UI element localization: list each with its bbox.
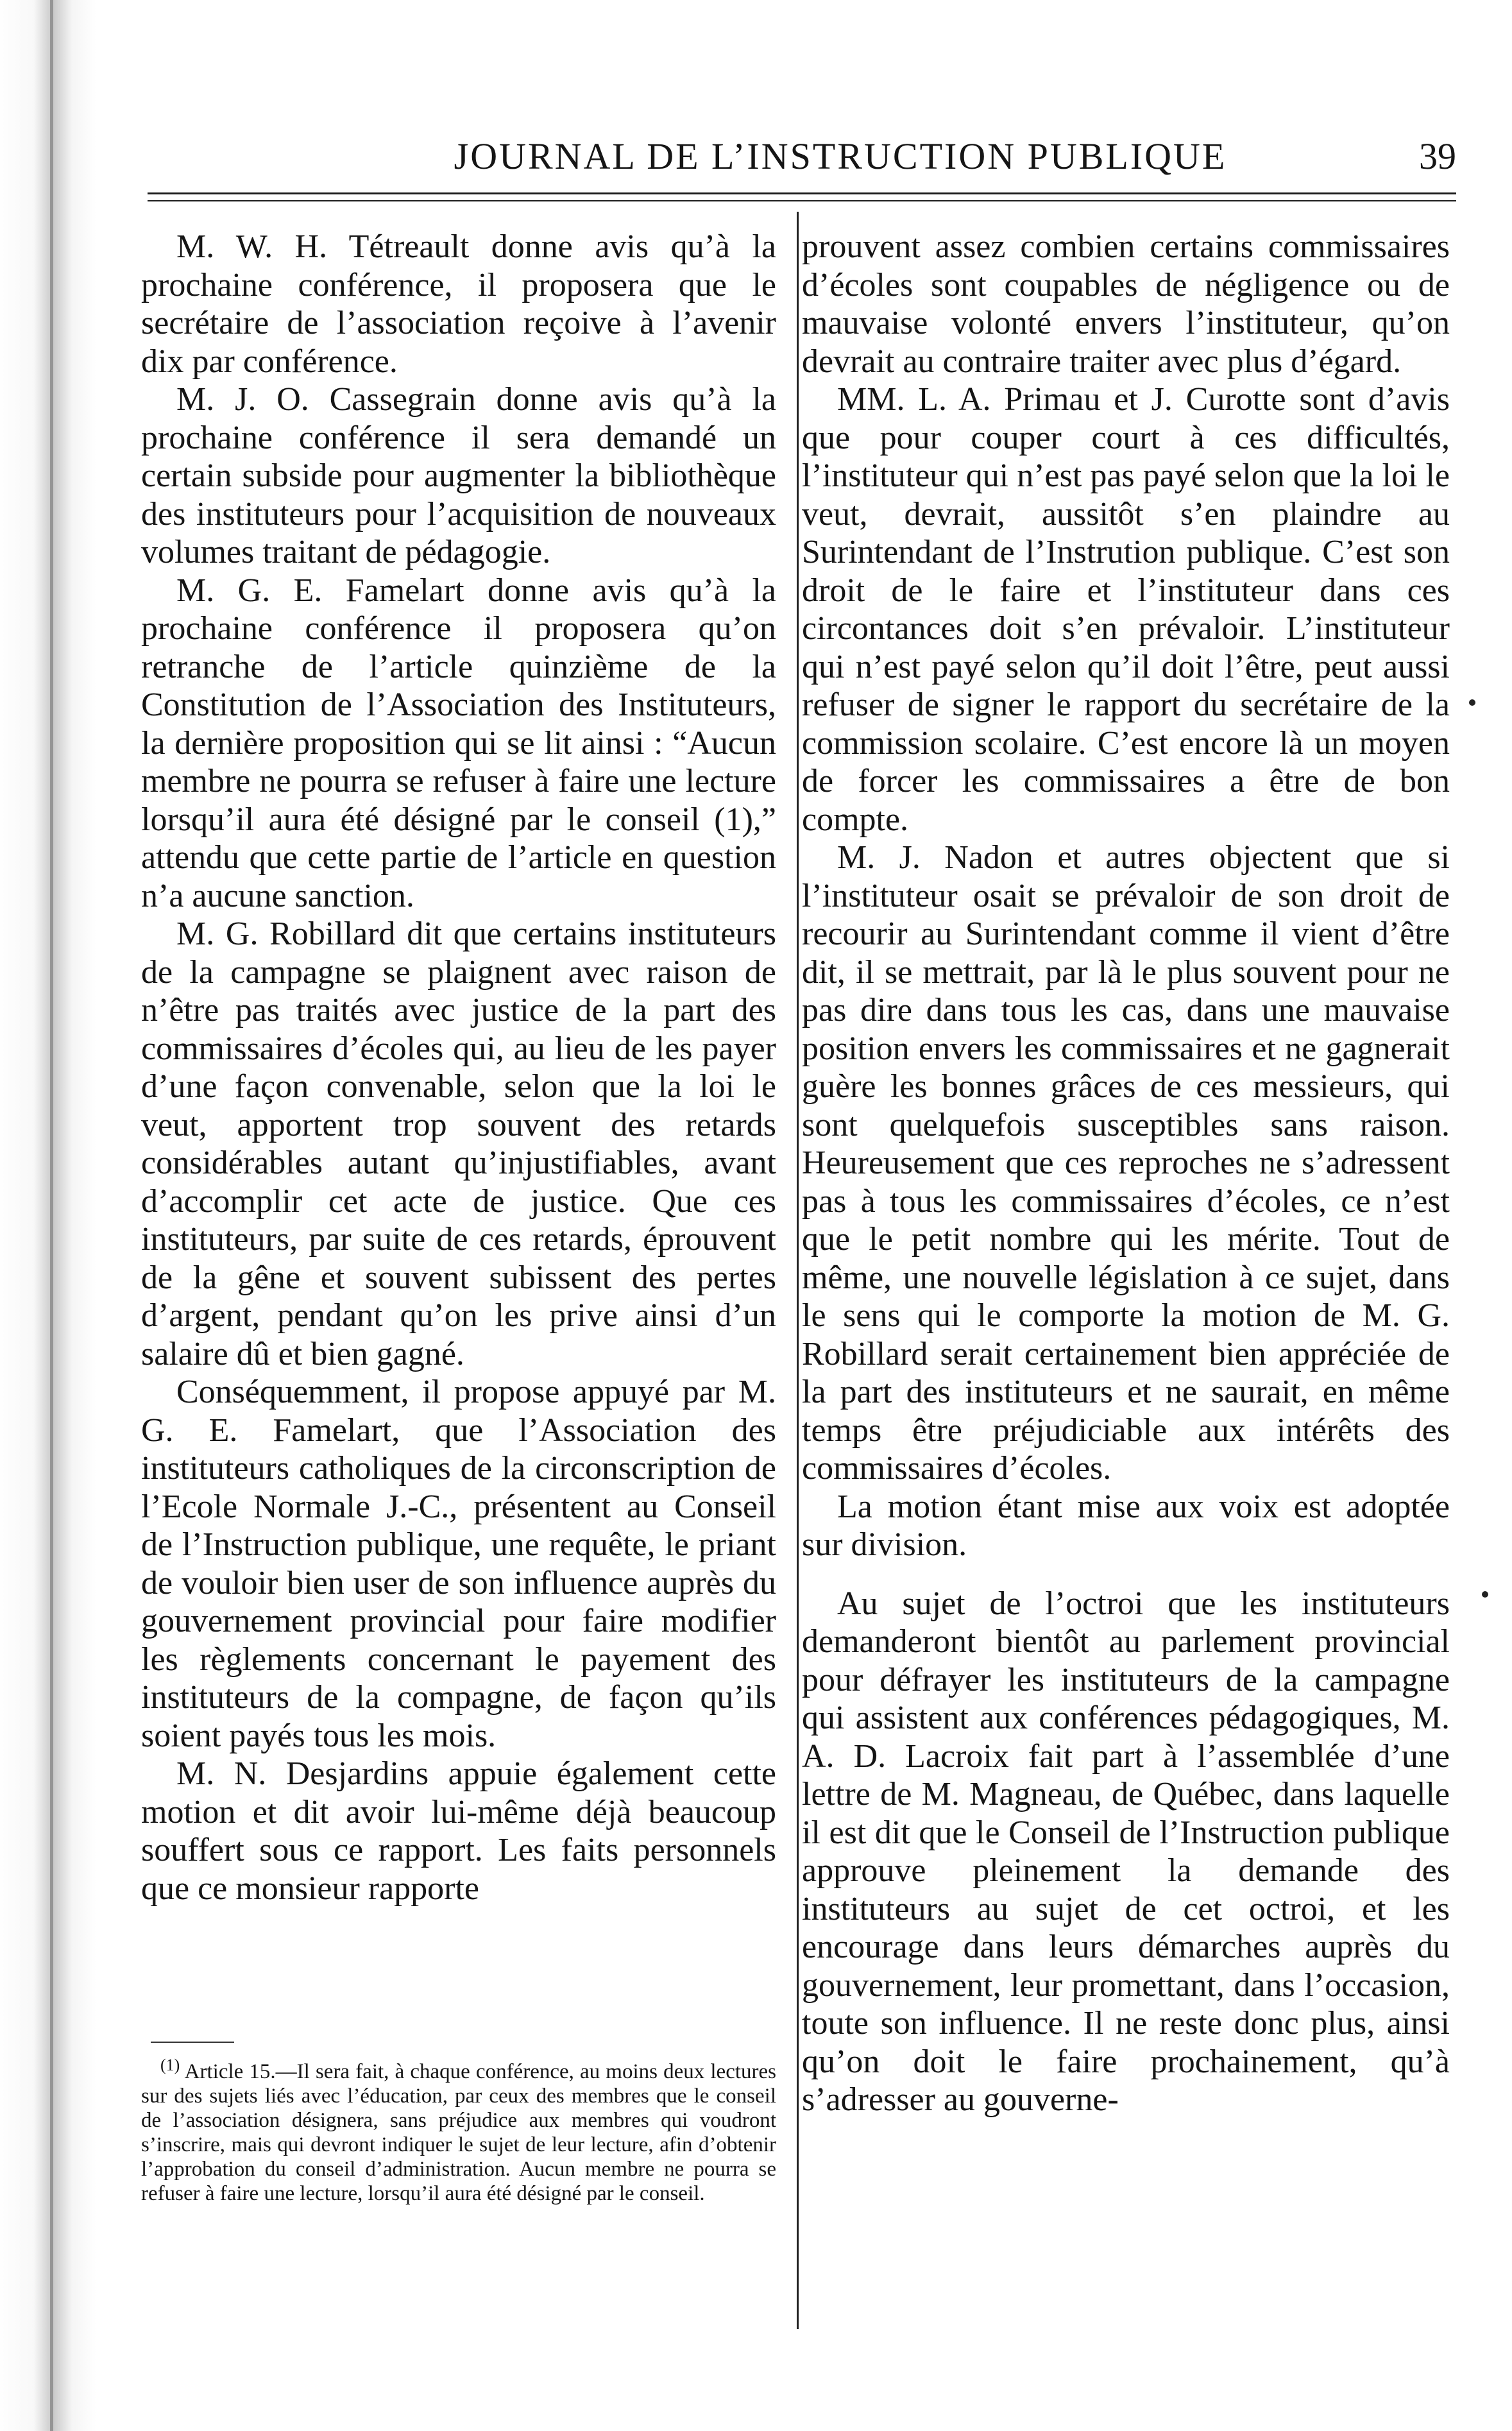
paragraph-tetreault: M. W. H. Tétreault donne avis qu’à la prochaine conférence, il proposera que le secrétaire de l’association reçoive à l’avenir dix par conférence.: [141, 228, 776, 380]
footnote-rule: [151, 2042, 234, 2043]
paragraph-robillard: M. G. Robillard dit que certains instituteurs de la campagne se plaignent avec raison de n’être pas traités avec justice de la part des commissaires d’écoles qui, au lieu de les payer d’une façon convenable, selon que la loi le veut, apportent trop souvent des retards considérables autant qu’injustifiables, avant d’accomplir cet acte de justice. Que ces instituteurs, par suite de ces retards, éprouvent de la gêne et souvent subissent des pertes d’argent, pendant qu’on les prive ainsi d’un salaire dû et bien gagné.: [141, 916, 776, 1372]
footnote-text: [141, 2053, 776, 2206]
column-divider: [797, 212, 799, 2329]
journal-title: JOURNAL DE L’INSTRUCTION PUBLIQUE: [454, 135, 1227, 177]
header-rule-top: [148, 192, 1456, 194]
print-speck: [1469, 699, 1475, 706]
paragraph-famelart: M. G. E. Famelart donne avis qu’à la prochaine conférence il proposera qu’on retranche de l’article quinzième de la Constitution de l’Association des Instituteurs, la dernière proposition qui se lit ainsi : “Aucun membre ne pourra se refuser à faire une lecture lorsqu’il aura été désigné par le conseil (1),” attendu que cette partie de l’article en question n’a aucune sanction.: [141, 572, 776, 914]
paragraph-desjardins: M. N. Desjardins appuie également cette motion et dit avoir lui-même déjà beaucoup souffert sous ce rapport. Les faits personnels que ce monsieur rapporte: [141, 1755, 776, 1907]
paragraph-nadon: M. J. Nadon et autres objectent que si l’instituteur osait se prévaloir de son droit de recourir au Surintendant comme il vient d’être dit, il se mettrait, par là le plus souvent pour ne pas dire dans tous les cas, dans une mauvaise position envers les commissaires et ne gagnerait guère les bonnes grâces de ces messieurs, qui sont quelquefois susceptibles sans raison. Heureusement que ces reproches ne s’adressent pas à tous les commissaires d’écoles, ce n’est que le petit nombre qui les mérite. Tout de même, une nouvelle législation à ce sujet, dans le sens qui le comporte la motion de M. G. Robillard serait certainement bien appréciée de la part des instituteurs et ne saurait, en même temps être préjudiciable aux intérêts des commissaires d’écoles.: [802, 839, 1450, 1487]
print-speck: [1482, 1591, 1488, 1598]
paragraph-vote: La motion étant mise aux voix est adoptée sur division.: [802, 1488, 1450, 1563]
paragraph-octroi: Au sujet de l’octroi que les instituteurs demanderont bientôt au parlement provincial pour défrayer les instituteurs de la campagne qui assistent aux conférences pédagogiques, M. A. D. Lacroix fait part à l’assemblée d’une lettre de M. Magneau, de Québec, dans laquelle il est dit que le Conseil de l’Instruction publique approuve pleinement la demande des instituteurs au sujet de cet octroi, et les encourage dans leurs démarches auprès du gouvernement, leur promettant, dans l’occasion, toute son influence. Il ne reste donc plus, ainsi qu’on doit le faire prochainement, qu’à s’adresser au gouverne-: [802, 1585, 1450, 2118]
footnote: [141, 2053, 776, 2206]
footnote-marker: (1): [160, 2056, 180, 2074]
paragraph-primau-curotte: MM. L. A. Primau et J. Curotte sont d’avis que pour couper court à ces difficultés, l’instituteur qui n’est pas payé selon que la loi le veut, devrait, aussitôt s’en plaindre au Surintendant de l’Instrution publique. C’est son droit de le faire et l’instituteur dans ces circontances doit s’en prévaloir. L’instituteur qui n’est payé selon qu’il doit l’être, peut aussi refuser de signer le rapport du secrétaire de la commission scolaire. C’est encore là un moyen de forcer les commissaires a être de bon compte.: [802, 381, 1450, 838]
right-column: [802, 228, 1450, 2119]
left-column: [141, 228, 776, 1907]
paragraph-motion: Conséquemment, il propose appuyé par M. G. E. Famelart, que l’Association des instituteurs catholiques de la circonscription de l’Ecole Normale J.-C., présentent au Conseil de l’Instruction publique, une requête, le priant de vouloir bien user de son influence auprès du gouvernement provincial pour faire modifier les règlements concernant le payement des instituteurs de la compagne, de façon qu’ils soient payés tous les mois.: [141, 1374, 776, 1754]
header-rule-bottom: [148, 200, 1456, 201]
page-number: 39: [1419, 135, 1456, 177]
paragraph-continuation: prouvent assez combien certains commissaires d’écoles sont coupables de négligence ou de mauvaise volonté envers l’instituteur, qu’on devrait au contraire traiter avec plus d’égard.: [802, 228, 1450, 380]
page-spine-shadow: [0, 0, 96, 2431]
paragraph-cassegrain: M. J. O. Cassegrain donne avis qu’à la prochaine conférence il sera demandé un certain subside pour augmenter la bibliothèque des instituteurs pour l’acquisition de nouveaux volumes traitant de pédagogie.: [141, 381, 776, 570]
footnote-body: Article 15.—Il sera fait, à chaque conférence, au moins deux lectures sur des sujets liés avec l’éducation, par ceux des membres que le conseil de l’association désignera, sans préjudice aux membres qui voudront s’inscrire, mais qui devront indiquer le sujet de leur lecture, afin d’obtenir l’approbation du conseil d’administration. Aucun membre ne pourra se refuser à faire une lecture, lorsqu’il aura été désigné par le conseil.: [141, 2060, 777, 2205]
page-binding-edge: [50, 0, 53, 2431]
running-header: [148, 128, 1456, 186]
